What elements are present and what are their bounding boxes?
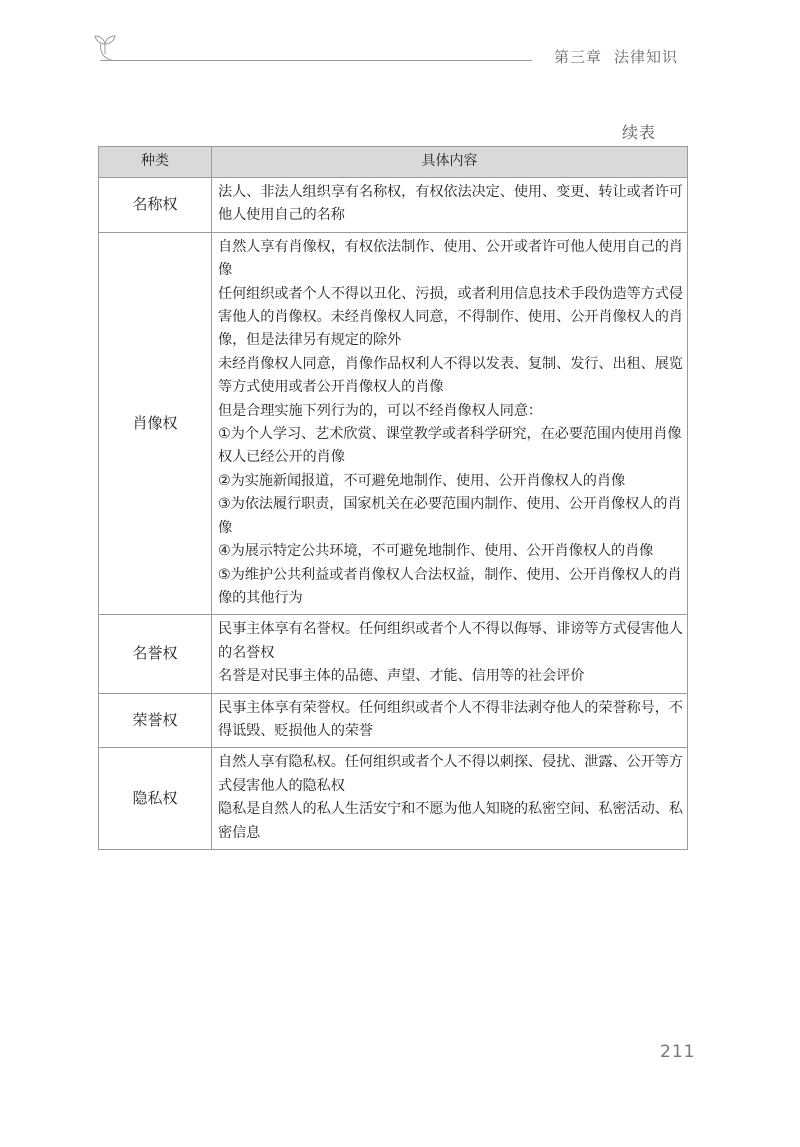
content-line: 隐私是自然人的私人生活安宁和不愿为他人知晓的私密空间、私密活动、私密信息 bbox=[218, 801, 683, 841]
content-line: ①为个人学习、艺术欣赏、课堂教学或者科学研究，在必要范围内使用肖像权人已经公开的肖像 bbox=[218, 426, 682, 466]
table-row bbox=[99, 232, 688, 615]
content-line: ②为实施新闻报道，不可避免地制作、使用、公开肖像权人的肖像 bbox=[218, 472, 626, 489]
table-row bbox=[99, 748, 688, 850]
row-content bbox=[212, 178, 688, 233]
table-header-row bbox=[99, 147, 688, 178]
row-content bbox=[212, 232, 688, 615]
content-line: ④为展示特定公共环境，不可避免地制作、使用、公开肖像权人的肖像 bbox=[218, 543, 654, 560]
content-line: 任何组织或者个人不得以丑化、污损，或者利用信息技术手段伪造等方式侵害他人的肖像权。未经肖像权人同意，不得制作、使用、公开肖像权人的肖像，但是法律另有规定的除外 bbox=[218, 285, 683, 349]
running-header bbox=[554, 46, 690, 67]
content-line: 但是合理实施下列行为的，可以不经肖像权人同意： bbox=[218, 402, 543, 419]
rights-table bbox=[98, 146, 688, 850]
column-header-content: 具体内容 bbox=[212, 147, 688, 178]
table-row bbox=[99, 693, 688, 748]
header-rule bbox=[100, 60, 532, 61]
row-type-honor-right: 荣誉权 bbox=[99, 693, 212, 748]
row-type-portrait-right: 肖像权 bbox=[99, 232, 212, 615]
table-row bbox=[99, 178, 688, 233]
content-line: ③为依法履行职责，国家机关在必要范围内制作、使用、公开肖像权人的肖像 bbox=[218, 496, 682, 536]
content-line: 法人、非法人组织享有名称权，有权依法决定、使用、变更、转让或者许可他人使用自己的名称 bbox=[218, 184, 683, 224]
content-line: 自然人享有肖像权，有权依法制作、使用、公开或者许可他人使用自己的肖像 bbox=[218, 238, 683, 279]
table-continued-label: 续表 bbox=[622, 123, 657, 142]
row-content bbox=[212, 693, 688, 748]
row-type-reputation-right: 名誉权 bbox=[99, 615, 212, 693]
page-number: 211 bbox=[660, 1042, 696, 1062]
header-decoration bbox=[100, 44, 120, 61]
chapter-number: 第三章 bbox=[554, 48, 603, 66]
row-type-name-right: 名称权 bbox=[99, 178, 212, 233]
content-line: 名誉是对民事主体的品德、声望、才能、信用等的社会评价 bbox=[218, 668, 585, 685]
content-line: ⑤为维护公共利益或者肖像权人合法权益，制作、使用、公开肖像权人的肖像的其他行为 bbox=[218, 566, 682, 606]
row-type-privacy-right: 隐私权 bbox=[99, 748, 212, 850]
row-content bbox=[212, 615, 688, 693]
content-line: 未经肖像权人同意，肖像作品权利人不得以发表、复制、发行、出租、展览等方式使用或者公开肖像权人的肖像 bbox=[218, 355, 683, 396]
table-row bbox=[99, 615, 688, 693]
content-line: 民事主体享有荣誉权。任何组织或者个人不得非法剥夺他人的荣誉称号，不得诋毁、贬损他人的荣誉 bbox=[218, 699, 683, 739]
content-line: 民事主体享有名誉权。任何组织或者个人不得以侮辱、诽谤等方式侵害他人的名誉权 bbox=[218, 621, 683, 661]
chapter-title: 法律知识 bbox=[614, 48, 679, 66]
column-header-type: 种类 bbox=[99, 147, 212, 178]
row-content bbox=[212, 748, 688, 850]
content-line: 自然人享有隐私权。任何组织或者个人不得以刺探、侵扰、泄露、公开等方式侵害他人的隐私权 bbox=[218, 754, 683, 794]
